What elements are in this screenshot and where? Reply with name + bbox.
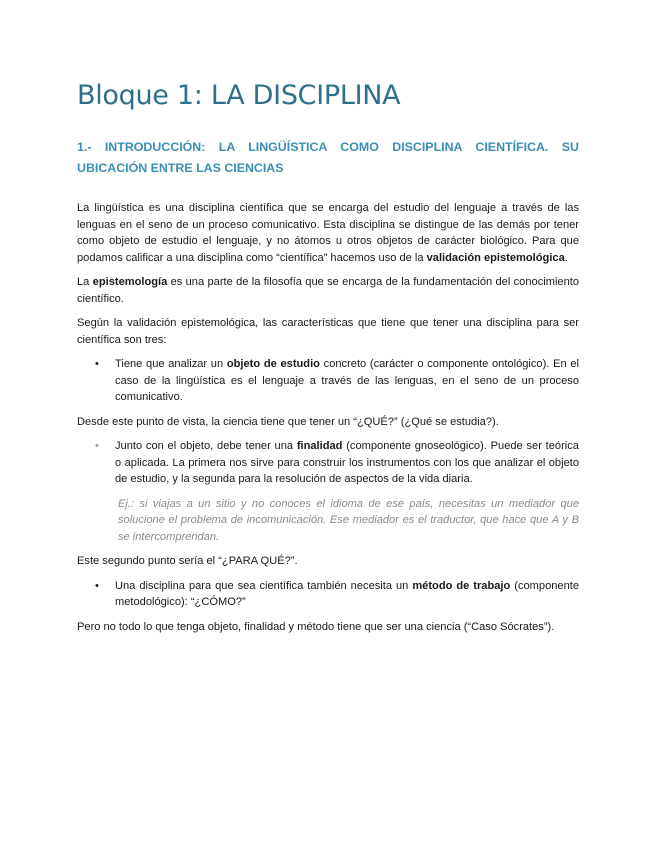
- bullet-icon: •: [95, 579, 99, 592]
- list-metodo: [77, 578, 579, 611]
- bold-term-finalidad: finalidad: [296, 440, 343, 452]
- bold-term-objeto: objeto de estudio: [226, 358, 320, 370]
- page-title: Bloque 1: LA DISCIPLINA: [77, 80, 401, 111]
- list-finalidad: [77, 438, 579, 488]
- list-objeto: [77, 356, 579, 406]
- list-item: • Una disciplina para que sea científica también necesita un método de trabajo (componente metodológico): “¿CÓMO?”: [95, 579, 579, 608]
- bullet-icon: •: [95, 440, 99, 452]
- bold-term-metodo: método de trabajo: [412, 579, 511, 592]
- paragraph-caracteristicas: Según la validación epistemológica, las características que tiene que tener una disciplina para ser científica son tres:: [77, 317, 579, 346]
- list-item: • Tiene que analizar un objeto de estudio concreto (carácter o componente ontológico). En el caso de la lingüística es el lenguaje a través de las lenguas, en el seno de un proceso comunicativo.: [95, 358, 579, 403]
- bold-term-validacion: validación epistemológica: [426, 251, 565, 264]
- paragraph-que: Desde este punto de vista, la ciencia tiene que tener un “¿QUÉ?” (¿Qué se estudia?).: [77, 415, 499, 428]
- bold-term-epistemologia: epistemología: [92, 276, 168, 288]
- section-heading: 1.- INTRODUCCIÓN: LA LINGÜÍSTICA COMO DISCIPLINA CIENTÍFICA. SU UBICACIÓN ENTRE LAS CIENCIAS: [77, 140, 579, 175]
- paragraph-conclusion: Pero no todo lo que tenga objeto, finalidad y método tiene que ser una ciencia (“Caso Sócrates”).: [77, 620, 555, 633]
- example-note: Ej.: si viajas a un sitio y no conoces el idioma de ese país, necesitas un mediador que solucione el problema de incomunicación. Ese mediador es el traductor, que hace que A y B se intercomprendan.: [118, 497, 579, 543]
- list-item: • Junto con el objeto, debe tener una finalidad (componente gnoseológico). Puede ser teórica o aplicada. La primera nos sirve para construir los instrumentos con los que analizar el objeto de estudio, y la segunda para la resolución de aspectos de la vida diaria.: [95, 440, 579, 485]
- paragraph-definition: La lingüística es una disciplina científica que se encarga del estudio del lenguaje a través de las lenguas en el seno de un proceso comunicativo. Esta disciplina se distingue de las demás por tener como objeto de estudio el lenguaje, y no átomos u otros objetos de carácter biológico. Para que podamos calificar a una disciplina como “científica” hacemos uso de la validación epistemológica.: [77, 202, 579, 264]
- paragraph-para-que: Este segundo punto sería el “¿PARA QUÉ?”.: [77, 555, 298, 567]
- bullet-icon: •: [95, 358, 99, 370]
- paragraph-epistemologia: La epistemología es una parte de la filosofía que se encarga de la fundamentación del conocimiento científico.: [77, 276, 579, 305]
- document-body: [77, 200, 579, 643]
